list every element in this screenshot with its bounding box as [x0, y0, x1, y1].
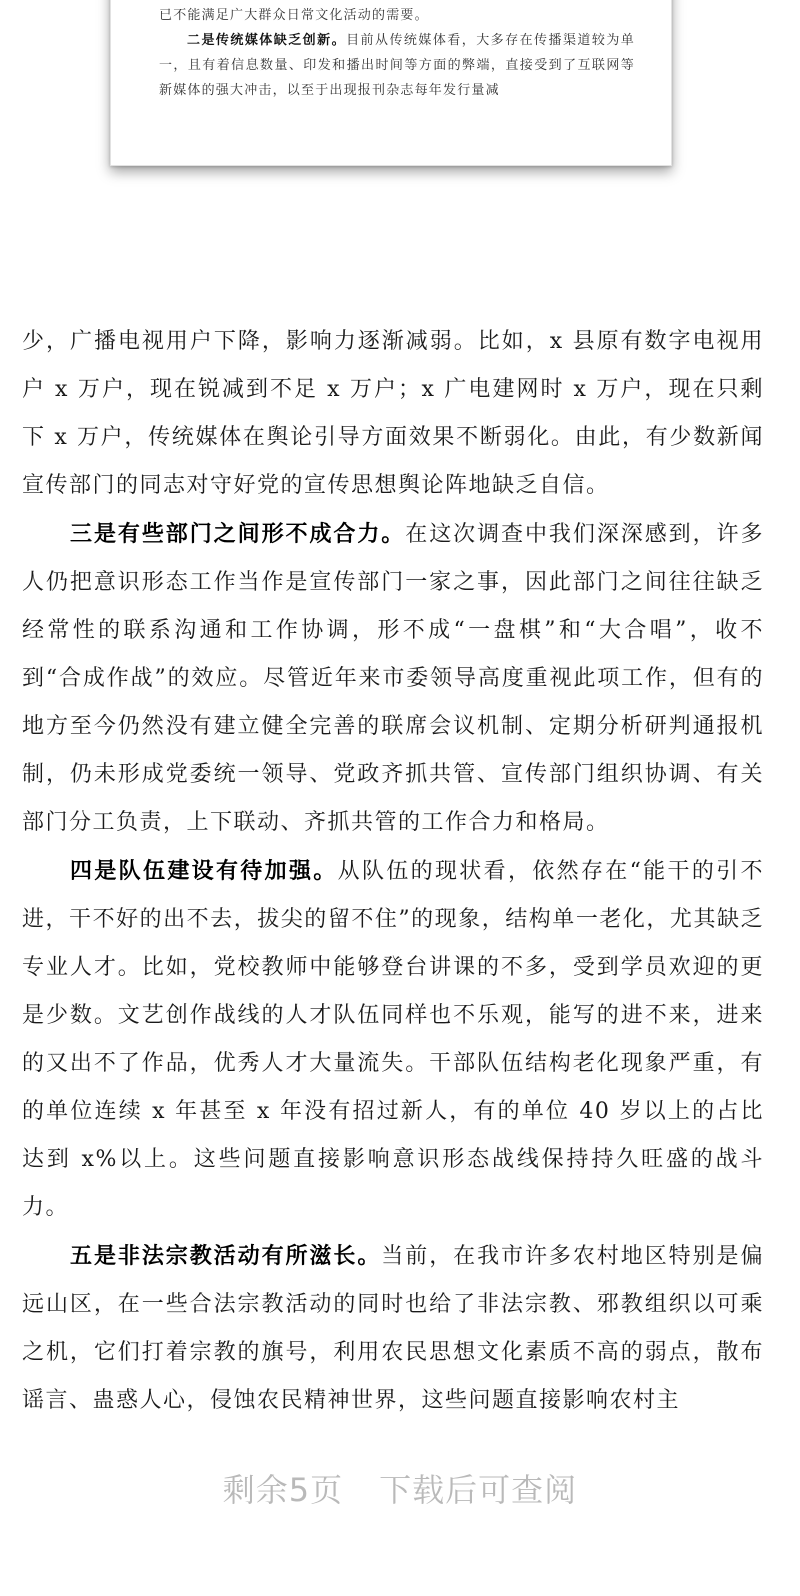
paragraph-3-heading: 四是队伍建设有待加强。 [70, 858, 338, 884]
paragraph-2 [22, 510, 764, 847]
paragraph-4 [22, 1232, 764, 1425]
download-hint-label: 下载后可查阅 [379, 1471, 578, 1509]
paragraph-2-body: 在这次调查中我们深深感到，许多人仍把意识形态工作当作是宣传部门一家之事，因此部门之间往往缺乏经常性的联系沟通和工作协调，形不成“一盘棋”和“大合唱”，收不到“合成作战”的效应。尽管近年来市委领导高度重视此项工作，但有的地方至今仍然没有建立健全完善的联席会议机制、定期分析研判通报机制，仍未形成党委统一领导、党政齐抓共管、宣传部门组织协调、有关部门分工负责，上下联动、齐抓共管的工作合力和格局。 [22, 522, 764, 835]
preview-paragraph-2-heading: 二是传统媒体缺乏创新。 [187, 33, 347, 48]
preview-page-card [110, 0, 672, 166]
preview-paragraph-2 [159, 28, 635, 103]
preview-line-1: 已不能满足广大群众日常文化活动的需要。 [159, 8, 429, 23]
remaining-pages-label: 剩余5页 [222, 1471, 344, 1509]
paragraph-2-heading: 三是有些部门之间形不成合力。 [70, 521, 406, 547]
paragraph-4-body: 当前，在我市许多农村地区特别是偏远山区，在一些合法宗教活动的同时也给了非法宗教、邪教组织以可乘之机，它们打着宗教的旗号，利用农民思想文化素质不高的弱点，散布谣言、蛊惑人心，侵蚀农民精神世界，这些问题直接影响农村主 [22, 1244, 764, 1413]
paragraph-1: 少，广播电视用户下降，影响力逐渐减弱。比如，x 县原有数字电视用户 x 万户，现在锐减到不足 x 万户；x 广电建网时 x 万户，现在只剩下 x 万户，传统媒体在舆论引导方面效果不断弱化。由此，有少数新闻宣传部门的同志对守好党的宣传思想舆论阵地缺乏自信。 [22, 329, 764, 498]
paragraph-4-heading: 五是非法宗教活动有所滋长。 [70, 1243, 382, 1269]
document-body [22, 318, 764, 1425]
paragraph-3-body: 从队伍的现状看，依然存在“能干的引不进，干不好的出不去，拔尖的留不住”的现象，结构单一老化，尤其缺乏专业人才。比如，党校教师中能够登台讲课的不多，受到学员欢迎的更是少数。文艺创作战线的人才队伍同样也不乐观，能写的进不来，进来的又出不了作品，优秀人才大量流失。干部队伍结构老化现象严重，有的单位连续 x 年甚至 x 年没有招过新人，有的单位 40 岁以上的占比达到 x%以上。这些问题直接影响意识形态战线保持持久旺盛的战斗力。 [22, 859, 764, 1220]
download-to-read-more-banner[interactable] [0, 1460, 800, 1520]
preview-page-text [159, 3, 635, 103]
preview-paragraph-2-body: 目前从传统媒体看，大多存在传播渠道较为单一，且有着信息数量、印发和播出时间等方面的弊端，直接受到了互联网等新媒体的强大冲击，以至于出现报刊杂志每年发行量减 [159, 33, 635, 98]
paragraph-3 [22, 847, 764, 1232]
